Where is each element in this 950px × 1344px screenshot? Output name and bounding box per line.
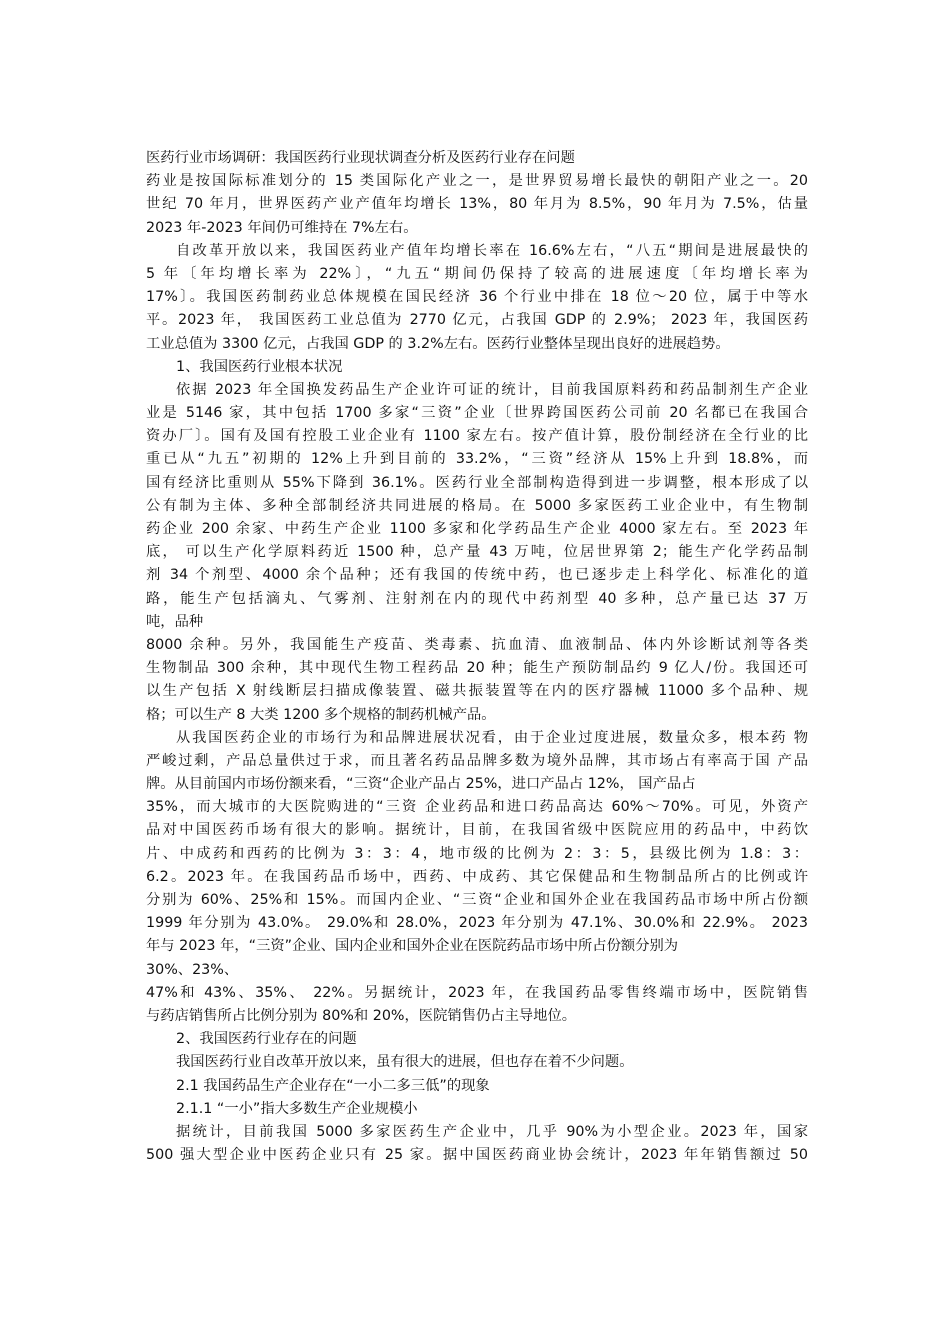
- text-line: 资办厂〕。国有及国有控股工业企业有 1100 家左右。按产值计算，股份制经济在全行业的比: [146, 428, 808, 445]
- text-line: 以生产包括 X 射线断层扫描成像装置、磁共振装置等在内的医疗器械 11000 多个品种、规: [146, 683, 808, 700]
- text-line: 2.1.1 “一小”指大多数生产企业规模小: [176, 1100, 418, 1117]
- text-line: 生物制品 300 余种，其中现代生物工程药品 20 种；能生产预防制品约 9 亿人/份。我国还可: [146, 660, 808, 677]
- text-line: 17%〕。我国医药制药业总体规模在国民经济 36 个行业中排在 18 位～20 位，属于中等水: [146, 289, 808, 306]
- text-line: 重已从“九五”初期的 12%上升到目前的 33.2%，“三资”经济从 15%上升到 18.8%，而: [146, 451, 808, 468]
- text-line: 1999 年分别为 43.0%。 29.0%和 28.0%，2023 年分别为 47.1%、30.0%和 22.9%。 2023: [146, 915, 808, 932]
- text-line: 我国医药行业自改革开放以来，虽有很大的进展，但也存在着不少问题。: [176, 1054, 634, 1071]
- text-line: 药业是按国际标准划分的 15 类国际化产业之一，是世界贸易增长最快的朝阳产业之一。20: [146, 173, 808, 190]
- text-line: 工业总值为 3300 亿元，占我国 GDP 的 3.2%左右。医药行业整体呈现出良好的进展趋势。: [146, 335, 730, 352]
- text-line: 2.1 我国药品生产企业存在“一小二多三低”的现象: [176, 1077, 490, 1094]
- text-line: 5 年〔年均增长率为 22%〕，“九五“期间仍保持了较高的进展速度〔年均增长率为: [146, 265, 808, 282]
- text-line: 2、我国医药行业存在的问题: [176, 1031, 357, 1048]
- text-line: 路，能生产包括滴丸、气雾剂、注射剂在内的现代中药剂型 40 多种，总产量已达 37 万: [146, 590, 808, 607]
- text-line: 年与 2023 年，“三资”企业、国内企业和国外企业在医院药品市场中所占份额分别为: [146, 938, 679, 955]
- text-line: 牌。从目前国内市场份额来看，“三资“企业产品占 25%，进口产品占 12%， 国产品占: [146, 776, 696, 793]
- text-line: 底， 可以生产化学原料药近 1500 种，总产量 43 万吨，位居世界第 2；能生产化学药品制: [146, 544, 808, 561]
- text-line: 据统计，目前我国 5000 多家医药生产企业中，几乎 90%为小型企业。2023 年，国家: [176, 1123, 808, 1140]
- text-line: 严峻过剩，产品总量供过于求，而且著名药品品牌多数为境外品牌，其市场占有率高于国 产品: [146, 752, 808, 769]
- text-line: 30%、23%、: [146, 961, 239, 978]
- text-line: 品对中国医药币场有很大的影响。据统计，目前，在我国省级中医院应用的药品中，中药饮: [146, 822, 808, 839]
- text-line: 公有制为主体、多种全部制经济共同进展的格局。在 5000 多家医药工业企业中，有生物制: [146, 497, 808, 514]
- text-line: 药企业 200 余家、中药生产企业 1100 多家和化学药品生产企业 4000 家左右。至 2023 年: [146, 521, 808, 537]
- text-line: 1、我国医药行业根本状况: [176, 358, 343, 375]
- text-line: 35%，而大城市的大医院购进的“三资 企业药品和进口药品高达 60%～70%。可见，外资产: [146, 799, 808, 816]
- text-line: 从我国医药企业的市场行为和品牌进展状况看，由于企业过度进展，数量众多，根本药 物: [176, 729, 808, 746]
- document-title: 医药行业市场调研：我国医药行业现状调查分析及医药行业存在问题: [146, 150, 575, 166]
- text-line: 世纪 70 年月，世界医药产业产值年均增长 13%，80 年月为 8.5%，90 年月为 7.5%，估量: [146, 196, 808, 213]
- text-line: 8000 余种。另外，我国能生产疫苗、类毒素、抗血清、血液制品、体内外诊断试剂等各类: [146, 636, 808, 653]
- text-line: 6.2。2023 年。在我国药品币场中，西药、中成药、其它保健品和生物制品所占的比例或许: [146, 868, 808, 885]
- text-line: 格；可以生产 8 大类 1200 多个规格的制药机械产品。: [146, 706, 496, 723]
- text-line: 国有经济比重则从 55%下降到 36.1%。医药行业全部制构造得到进一步调整，根本形成了以: [146, 474, 808, 491]
- text-line: 吨，品种: [146, 613, 204, 630]
- text-line: 自改革开放以来，我国医药业产值年均增长率在 16.6%左右，“八五“期间是进展最快的: [176, 242, 808, 259]
- text-line: 片、中成药和西药的比例为 3：3：4，地市级的比例为 2：3：5，县级比例为 1.8：3：: [146, 845, 808, 862]
- text-line: 依据 2023 年全国换发药品生产企业许可证的统计，目前我国原料药和药品制剂生产企业: [176, 381, 808, 398]
- text-line: 剂 34 个剂型、4000 余个品种；还有我国的传统中药，也已逐步走上科学化、标准化的道: [146, 567, 808, 584]
- text-line: 业是 5146 家，其中包括 1700 多家“三资”企业〔世界跨国医药公司前 20 名都已在我国合: [146, 405, 808, 422]
- text-line: 500 强大型企业中医药企业只有 25 家。据中国医药商业协会统计，2023 年年销售额过 50: [146, 1147, 808, 1164]
- document-page: [146, 147, 808, 1167]
- text-line: 47%和 43%、35%、 22%。另据统计，2023 年，在我国药品零售终端市场中，医院销售: [146, 984, 808, 1001]
- text-line: 平。2023 年， 我国医药工业总值为 2770 亿元，占我国 GDP 的 2.9%； 2023 年，我国医药: [146, 312, 808, 329]
- text-line: 分别为 60%、25%和 15%。而国内企业、“三资“企业和国外企业在我国药品市场中所占份额: [146, 892, 808, 908]
- text-line: 与药店销售所占比例分别为 80%和 20%，医院销售仍占主导地位。: [146, 1007, 577, 1024]
- text-line: 2023 年-2023 年间仍可维持在 7%左右。: [146, 219, 418, 236]
